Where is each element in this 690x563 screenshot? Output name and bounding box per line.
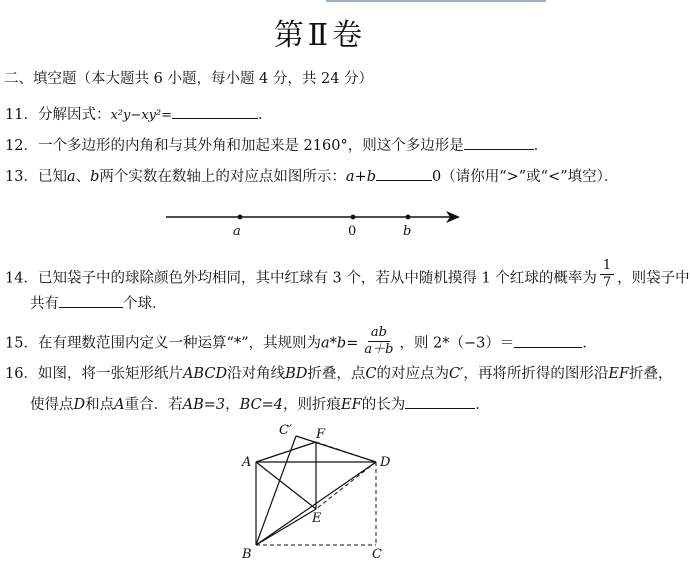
segment-BE (256, 509, 316, 545)
question-text: 和点 (85, 397, 115, 413)
question-number: 12． (5, 138, 38, 154)
question-text: ． (258, 107, 273, 123)
label-zero: 0 (348, 224, 357, 239)
fraction-numerator: ab (368, 325, 390, 342)
fraction-denominator: 7 (602, 275, 612, 290)
question-text: ，再将所折得的图形沿 (463, 366, 609, 382)
question-text: 共有 (30, 296, 59, 312)
math-expression: x²y−xy²= (110, 108, 173, 123)
math-var: EF (341, 397, 362, 413)
label-b: b (403, 224, 412, 239)
segment-AE (256, 462, 316, 509)
segment-AF (256, 442, 316, 462)
question-text: ． (582, 335, 597, 352)
question-number: 13． (5, 169, 38, 185)
label-B: B (242, 547, 252, 562)
section-heading: 二、填空题（本大题共 6 小题，每小题 4 分，共 24 分） (4, 71, 374, 87)
question-number: 11． (5, 107, 38, 123)
fraction-denominator: a＋b (364, 342, 394, 357)
question-text: 个球． (123, 296, 167, 312)
math-var: C (365, 366, 377, 382)
question-text: 使得点 (30, 397, 74, 413)
question-text: 分解因式： (37, 107, 111, 123)
dashed-DE (316, 462, 376, 509)
label-F: F (316, 427, 326, 442)
math-var: A (114, 397, 125, 413)
question-text: 已知袋子中的球除颜色外均相同，其中红球有 3 个，若从中随机摸得 1 个红球的概率为 (37, 270, 597, 287)
math-var: ABCD (182, 366, 228, 382)
question-text: 的对应点为 (376, 366, 449, 382)
math-expression: a+b (345, 169, 376, 185)
math-var: D (73, 397, 86, 413)
math-var: C′ (448, 366, 464, 382)
question-text: 两个实数在数轴上的对应点如图所示： (99, 169, 346, 185)
question-text: 折叠，点 (307, 366, 366, 382)
math-var: BD (285, 366, 308, 382)
math-var: EF (608, 366, 630, 382)
segment-BC2 (256, 436, 296, 545)
question-text: 如图，将一张矩形纸片 (37, 366, 183, 382)
math-var: b (90, 169, 100, 185)
question-number: 14． (5, 270, 38, 287)
question-text: ，则袋子中 (617, 270, 690, 287)
question-text: 已知 (37, 169, 67, 185)
math-var: a (66, 169, 76, 185)
math-var: BC=4 (239, 397, 284, 413)
label-E: E (312, 511, 322, 526)
label-C: C (372, 547, 382, 562)
question-text: 0（请你用“>”或“<”填空）． (431, 169, 619, 185)
question-number: 15． (5, 335, 38, 352)
label-A: A (242, 455, 252, 470)
question-text: 沿对角线 (227, 366, 286, 382)
label-a: a (233, 224, 241, 239)
question-text: 、 (75, 169, 91, 185)
question-text: 一个多边形的内角和与其外角和加起来是 2160°，则这个多边形是 (37, 138, 464, 154)
math-expression: a*b= (321, 335, 359, 352)
question-number: 16． (5, 366, 38, 382)
page-title: 第Ⅱ卷 (273, 18, 367, 53)
math-var: AB=3 (182, 397, 226, 413)
question-text: ， (225, 397, 240, 413)
question-text: 重合．若 (124, 397, 183, 413)
label-C-prime: C′ (279, 423, 292, 438)
question-text: ． (533, 138, 549, 154)
question-text: 折叠， (629, 366, 673, 382)
question-text: 的长为 (361, 397, 406, 413)
question-text: 在有理数范围内定义一种运算“*”，其规则为 (37, 335, 322, 352)
question-text: ． (475, 397, 490, 413)
question-text: ，则折痕 (283, 397, 342, 413)
fraction-numerator: 1 (600, 258, 614, 275)
label-D: D (380, 455, 391, 470)
question-text: ，则 2*（−3）＝ (399, 335, 515, 352)
